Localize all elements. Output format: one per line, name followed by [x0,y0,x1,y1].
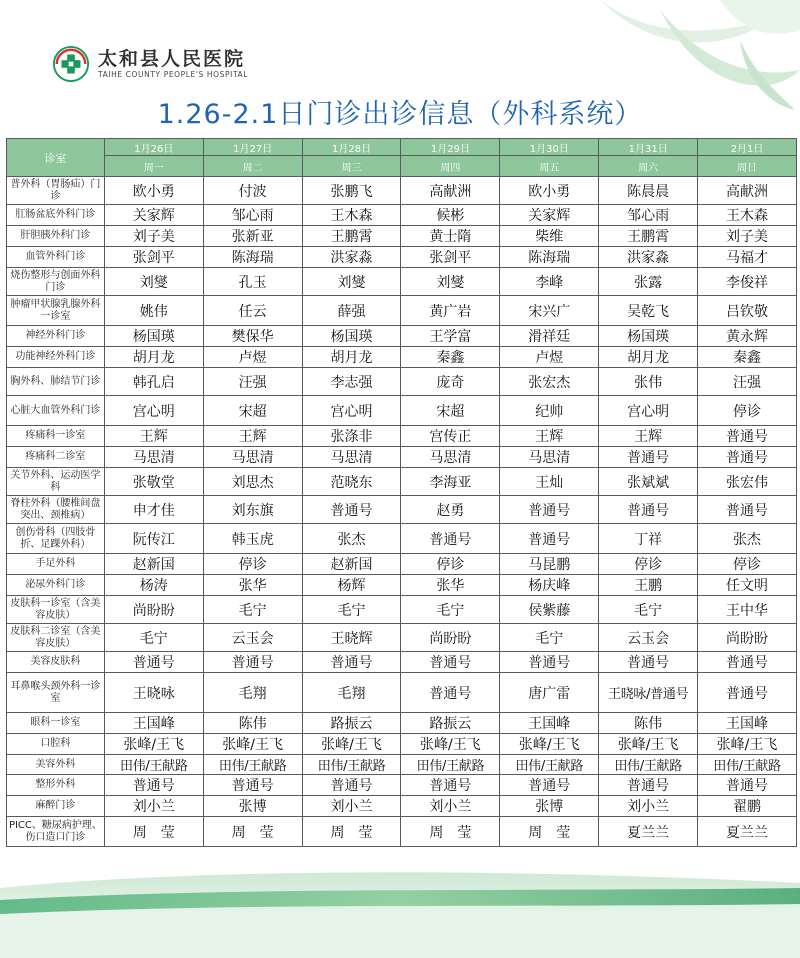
doctor-cell: 田伟/王献路 [599,755,698,775]
doctor-cell: 马福才 [698,247,797,268]
date-header: 2月1日 [698,139,797,156]
doctor-cell: 张涤非 [302,426,401,447]
doctor-cell: 毛翔 [302,673,401,713]
table-row [7,755,797,775]
doctor-cell: 王木森 [698,205,797,226]
doctor-cell: 王鹏霄 [599,226,698,247]
doctor-cell: 王鹏 [599,575,698,596]
clinic-name-cell: 整形外科 [7,775,105,796]
doctor-cell: 毛宁 [599,596,698,624]
doctor-cell: 韩孔启 [104,368,203,396]
doctor-cell: 宫传正 [401,426,500,447]
doctor-cell: 杨辉 [302,575,401,596]
doctor-cell: 秦鑫 [698,347,797,368]
table-row [7,347,797,368]
table-row [7,775,797,796]
doctor-cell: 王辉 [203,426,302,447]
doctor-cell: 云玉会 [203,624,302,652]
clinic-name-cell: 肿瘤甲状腺乳腺外科一诊室 [7,296,105,326]
doctor-cell: 云玉会 [599,624,698,652]
doctor-cell: 赵新国 [104,554,203,575]
doctor-cell: 王辉 [500,426,599,447]
doctor-cell: 阮传江 [104,524,203,554]
doctor-cell: 刘思杰 [203,468,302,496]
doctor-cell: 张博 [203,796,302,817]
clinic-name-cell: 功能神经外科门诊 [7,347,105,368]
doctor-cell: 毛宁 [500,624,599,652]
date-header: 1月30日 [500,139,599,156]
doctor-cell: 张露 [599,268,698,296]
doctor-cell: 刘小兰 [401,796,500,817]
table-row [7,796,797,817]
doctor-cell: 庞奇 [401,368,500,396]
doctor-cell: 吴乾飞 [599,296,698,326]
doctor-cell: 普通号 [401,524,500,554]
doctor-cell: 唐广雷 [500,673,599,713]
table-row [7,296,797,326]
doctor-cell: 杨国瑛 [302,326,401,347]
doctor-cell: 张峰/王飞 [401,734,500,755]
doctor-cell: 普通号 [302,775,401,796]
doctor-cell: 周 莹 [401,817,500,847]
doctor-cell: 黄广岩 [401,296,500,326]
clinic-name-cell: 手足外科 [7,554,105,575]
doctor-cell: 翟鹏 [698,796,797,817]
doctor-cell: 卢煜 [500,347,599,368]
doctor-cell: 张峰/王飞 [104,734,203,755]
doctor-cell: 陈伟 [599,713,698,734]
weekday-header: 周三 [302,156,401,177]
table-row [7,247,797,268]
doctor-cell: 普通号 [104,652,203,673]
doctor-cell: 王辉 [104,426,203,447]
doctor-cell: 周 莹 [500,817,599,847]
doctor-cell: 田伟/王献路 [698,755,797,775]
schedule-body [7,177,797,847]
hospital-name-en: TAIHE COUNTY PEOPLE'S HOSPITAL [98,70,249,79]
doctor-cell: 李峰 [500,268,599,296]
table-row [7,817,797,847]
doctor-cell: 王国峰 [104,713,203,734]
clinic-name-cell: 皮肤科二诊室（含美容皮肤） [7,624,105,652]
doctor-cell: 普通号 [203,775,302,796]
clinic-name-cell: 关节外科、运动医学科 [7,468,105,496]
clinic-name-cell: 美容外科 [7,755,105,775]
weekday-header: 周五 [500,156,599,177]
doctor-cell: 陈海瑞 [500,247,599,268]
doctor-cell: 滑祥廷 [500,326,599,347]
table-row [7,368,797,396]
doctor-cell: 王国峰 [698,713,797,734]
doctor-cell: 赵勇 [401,496,500,524]
doctor-cell: 李志强 [302,368,401,396]
clinic-name-cell: 麻醉门诊 [7,796,105,817]
doctor-cell: 宋兴广 [500,296,599,326]
doctor-cell: 关家辉 [104,205,203,226]
doctor-cell: 李俊祥 [698,268,797,296]
doctor-cell: 张剑平 [401,247,500,268]
doctor-cell: 普通号 [698,426,797,447]
doctor-cell: 张峰/王飞 [302,734,401,755]
doctor-cell: 王晓辉 [302,624,401,652]
doctor-cell: 张杰 [698,524,797,554]
doctor-cell: 薛强 [302,296,401,326]
doctor-cell: 张华 [203,575,302,596]
doctor-cell: 刘小兰 [104,796,203,817]
doctor-cell: 停诊 [698,396,797,426]
clinic-name-cell: PICC、糖尿病护理、伤口造口门诊 [7,817,105,847]
doctor-cell: 王木森 [302,205,401,226]
doctor-cell: 普通号 [599,447,698,468]
schedule-table [6,138,797,847]
table-row [7,624,797,652]
clinic-name-cell: 眼科一诊室 [7,713,105,734]
weekday-header: 周二 [203,156,302,177]
table-row [7,205,797,226]
doctor-cell: 马思清 [401,447,500,468]
doctor-cell: 任云 [203,296,302,326]
doctor-cell: 尚盼盼 [698,624,797,652]
doctor-cell: 胡月龙 [599,347,698,368]
doctor-cell: 候彬 [401,205,500,226]
clinic-name-cell: 胸外科、肺结节门诊 [7,368,105,396]
doctor-cell: 停诊 [599,554,698,575]
table-row [7,652,797,673]
table-row [7,554,797,575]
doctor-cell: 停诊 [401,554,500,575]
hospital-logo-icon [52,45,90,83]
doctor-cell: 普通号 [698,673,797,713]
weekday-row [7,156,797,177]
doctor-cell: 普通号 [104,775,203,796]
doctor-cell: 卢煜 [203,347,302,368]
doctor-cell: 尚盼盼 [401,624,500,652]
doctor-cell: 宋超 [401,396,500,426]
doctor-cell: 田伟/王献路 [401,755,500,775]
table-row [7,447,797,468]
doctor-cell: 欧小勇 [104,177,203,205]
doctor-cell: 普通号 [500,524,599,554]
clinic-name-cell: 肛肠盆底外科门诊 [7,205,105,226]
table-row [7,426,797,447]
clinic-name-cell: 普外科（胃肠疝）门诊 [7,177,105,205]
date-header: 1月31日 [599,139,698,156]
doctor-cell: 张峰/王飞 [500,734,599,755]
doctor-cell: 樊保华 [203,326,302,347]
doctor-cell: 普通号 [203,652,302,673]
doctor-cell: 路振云 [302,713,401,734]
table-row [7,226,797,247]
clinic-name-cell: 烧伤整形与创面外科门诊 [7,268,105,296]
doctor-cell: 邹心雨 [203,205,302,226]
doctor-cell: 王晓咏 [104,673,203,713]
doctor-cell: 杨国瑛 [599,326,698,347]
table-row [7,177,797,205]
clinic-name-cell: 美容皮肤科 [7,652,105,673]
doctor-cell: 普通号 [698,775,797,796]
weekday-header: 周四 [401,156,500,177]
doctor-cell: 路振云 [401,713,500,734]
table-row [7,673,797,713]
doctor-cell: 陈晨晨 [599,177,698,205]
doctor-cell: 张峰/王飞 [698,734,797,755]
doctor-cell: 张鹏飞 [302,177,401,205]
doctor-cell: 周 莹 [203,817,302,847]
table-row [7,713,797,734]
doctor-cell: 马思清 [104,447,203,468]
doctor-cell: 马思清 [203,447,302,468]
doctor-cell: 宫心明 [104,396,203,426]
doctor-cell: 刘小兰 [302,796,401,817]
doctor-cell: 张华 [401,575,500,596]
doctor-cell: 普通号 [401,652,500,673]
table-row [7,575,797,596]
doctor-cell: 田伟/王献路 [302,755,401,775]
doctor-cell: 胡月龙 [104,347,203,368]
date-header: 1月28日 [302,139,401,156]
hospital-name-cn: 太和县人民医院 [98,48,246,70]
clinic-name-cell: 疼痛科二诊室 [7,447,105,468]
doctor-cell: 宫心明 [599,396,698,426]
date-header: 1月29日 [401,139,500,156]
doctor-cell: 高献洲 [698,177,797,205]
doctor-cell: 吕钦敬 [698,296,797,326]
doctor-cell: 王国峰 [500,713,599,734]
doctor-cell: 王灿 [500,468,599,496]
doctor-cell: 田伟/王献路 [203,755,302,775]
doctor-cell: 夏兰兰 [698,817,797,847]
table-row [7,496,797,524]
doctor-cell: 张峰/王飞 [203,734,302,755]
doctor-cell: 普通号 [599,775,698,796]
clinic-name-cell: 心脏大血管外科门诊 [7,396,105,426]
doctor-cell: 杨国瑛 [104,326,203,347]
doctor-cell: 王辉 [599,426,698,447]
doctor-cell: 马昆鹏 [500,554,599,575]
doctor-cell: 刘子美 [698,226,797,247]
doctor-cell: 普通号 [698,496,797,524]
doctor-cell: 任文明 [698,575,797,596]
doctor-cell: 张宏伟 [698,468,797,496]
table-row [7,268,797,296]
doctor-cell: 普通号 [698,447,797,468]
clinic-name-cell: 皮肤科一诊室（含美容皮肤） [7,596,105,624]
doctor-cell: 普通号 [599,496,698,524]
doctor-cell: 毛宁 [203,596,302,624]
doctor-cell: 洪家淼 [599,247,698,268]
doctor-cell: 范晓东 [302,468,401,496]
date-row [7,139,797,156]
doctor-cell: 付波 [203,177,302,205]
doctor-cell: 张宏杰 [500,368,599,396]
doctor-cell: 周 莹 [302,817,401,847]
table-row [7,596,797,624]
doctor-cell: 张剑平 [104,247,203,268]
doctor-cell: 普通号 [500,496,599,524]
doctor-cell: 陈海瑞 [203,247,302,268]
doctor-cell: 普通号 [302,496,401,524]
weekday-header: 周六 [599,156,698,177]
doctor-cell: 申才佳 [104,496,203,524]
clinic-name-cell: 血管外科门诊 [7,247,105,268]
doctor-cell: 杨庆峰 [500,575,599,596]
doctor-cell: 毛宁 [401,596,500,624]
doctor-cell: 刘燮 [302,268,401,296]
clinic-name-cell: 泌尿外科门诊 [7,575,105,596]
doctor-cell: 张峰/王飞 [599,734,698,755]
clinic-name-cell: 创伤骨科（四肢骨折、足踝外科） [7,524,105,554]
clinic-name-cell: 耳鼻喉头颈外科一诊室 [7,673,105,713]
doctor-cell: 普通号 [698,652,797,673]
doctor-cell: 陈伟 [203,713,302,734]
doctor-cell: 普通号 [401,775,500,796]
doctor-cell: 田伟/王献路 [500,755,599,775]
doctor-cell: 韩玉虎 [203,524,302,554]
weekday-header: 周一 [104,156,203,177]
doctor-cell: 纪帅 [500,396,599,426]
doctor-cell: 张斌斌 [599,468,698,496]
doctor-cell: 高献洲 [401,177,500,205]
doctor-cell: 刘东旗 [203,496,302,524]
doctor-cell: 欧小勇 [500,177,599,205]
doctor-cell: 张博 [500,796,599,817]
doctor-cell: 刘小兰 [599,796,698,817]
doctor-cell: 马思清 [302,447,401,468]
clinic-name-cell: 脊柱外科（腰椎间盘突出、颈椎病） [7,496,105,524]
table-row [7,468,797,496]
doctor-cell: 丁祥 [599,524,698,554]
doctor-cell: 王学富 [401,326,500,347]
clinic-name-cell: 肝胆胰外科门诊 [7,226,105,247]
doctor-cell: 刘子美 [104,226,203,247]
date-header: 1月26日 [104,139,203,156]
doctor-cell: 宋超 [203,396,302,426]
doctor-cell: 侯紫藤 [500,596,599,624]
weekday-header: 周日 [698,156,797,177]
doctor-cell: 黄士隋 [401,226,500,247]
doctor-cell: 孔玉 [203,268,302,296]
doctor-cell: 秦鑫 [401,347,500,368]
clinic-name-cell: 疼痛科一诊室 [7,426,105,447]
doctor-cell: 毛翔 [203,673,302,713]
doctor-cell: 周 莹 [104,817,203,847]
doctor-cell: 毛宁 [302,596,401,624]
doctor-cell: 毛宁 [104,624,203,652]
doctor-cell: 夏兰兰 [599,817,698,847]
doctor-cell: 李海亚 [401,468,500,496]
doctor-cell: 汪强 [698,368,797,396]
doctor-cell: 张伟 [599,368,698,396]
doctor-cell: 马思清 [500,447,599,468]
doctor-cell: 普通号 [500,652,599,673]
table-row [7,326,797,347]
hospital-header [52,44,248,84]
doctor-cell: 刘燮 [401,268,500,296]
doctor-cell: 杨涛 [104,575,203,596]
page-title: 1.26-2.1日门诊出诊信息（外科系统） [157,99,643,130]
doctor-cell: 普通号 [401,673,500,713]
doctor-cell: 停诊 [698,554,797,575]
doctor-cell: 普通号 [500,775,599,796]
doctor-cell: 洪家淼 [302,247,401,268]
doctor-cell: 张杰 [302,524,401,554]
doctor-cell: 普通号 [599,652,698,673]
doctor-cell: 邹心雨 [599,205,698,226]
clinic-name-cell: 神经外科门诊 [7,326,105,347]
doctor-cell: 宫心明 [302,396,401,426]
doctor-cell: 汪强 [203,368,302,396]
doctor-cell: 停诊 [203,554,302,575]
table-row [7,396,797,426]
doctor-cell: 王鹏霄 [302,226,401,247]
doctor-cell: 田伟/王献路 [104,755,203,775]
table-row [7,524,797,554]
doctor-cell: 刘燮 [104,268,203,296]
doctor-cell: 王中华 [698,596,797,624]
doctor-cell: 关家辉 [500,205,599,226]
date-header: 1月27日 [203,139,302,156]
wave-decoration [0,848,800,958]
doctor-cell: 姚伟 [104,296,203,326]
doctor-cell: 王晓咏/普通号 [599,673,698,713]
doctor-cell: 尚盼盼 [104,596,203,624]
clinic-column-header: 诊室 [7,139,105,177]
doctor-cell: 胡月龙 [302,347,401,368]
clinic-name-cell: 口腔科 [7,734,105,755]
doctor-cell: 普通号 [302,652,401,673]
doctor-cell: 张新亚 [203,226,302,247]
doctor-cell: 赵新国 [302,554,401,575]
doctor-cell: 黄永辉 [698,326,797,347]
doctor-cell: 张敬堂 [104,468,203,496]
table-row [7,734,797,755]
doctor-cell: 柴维 [500,226,599,247]
